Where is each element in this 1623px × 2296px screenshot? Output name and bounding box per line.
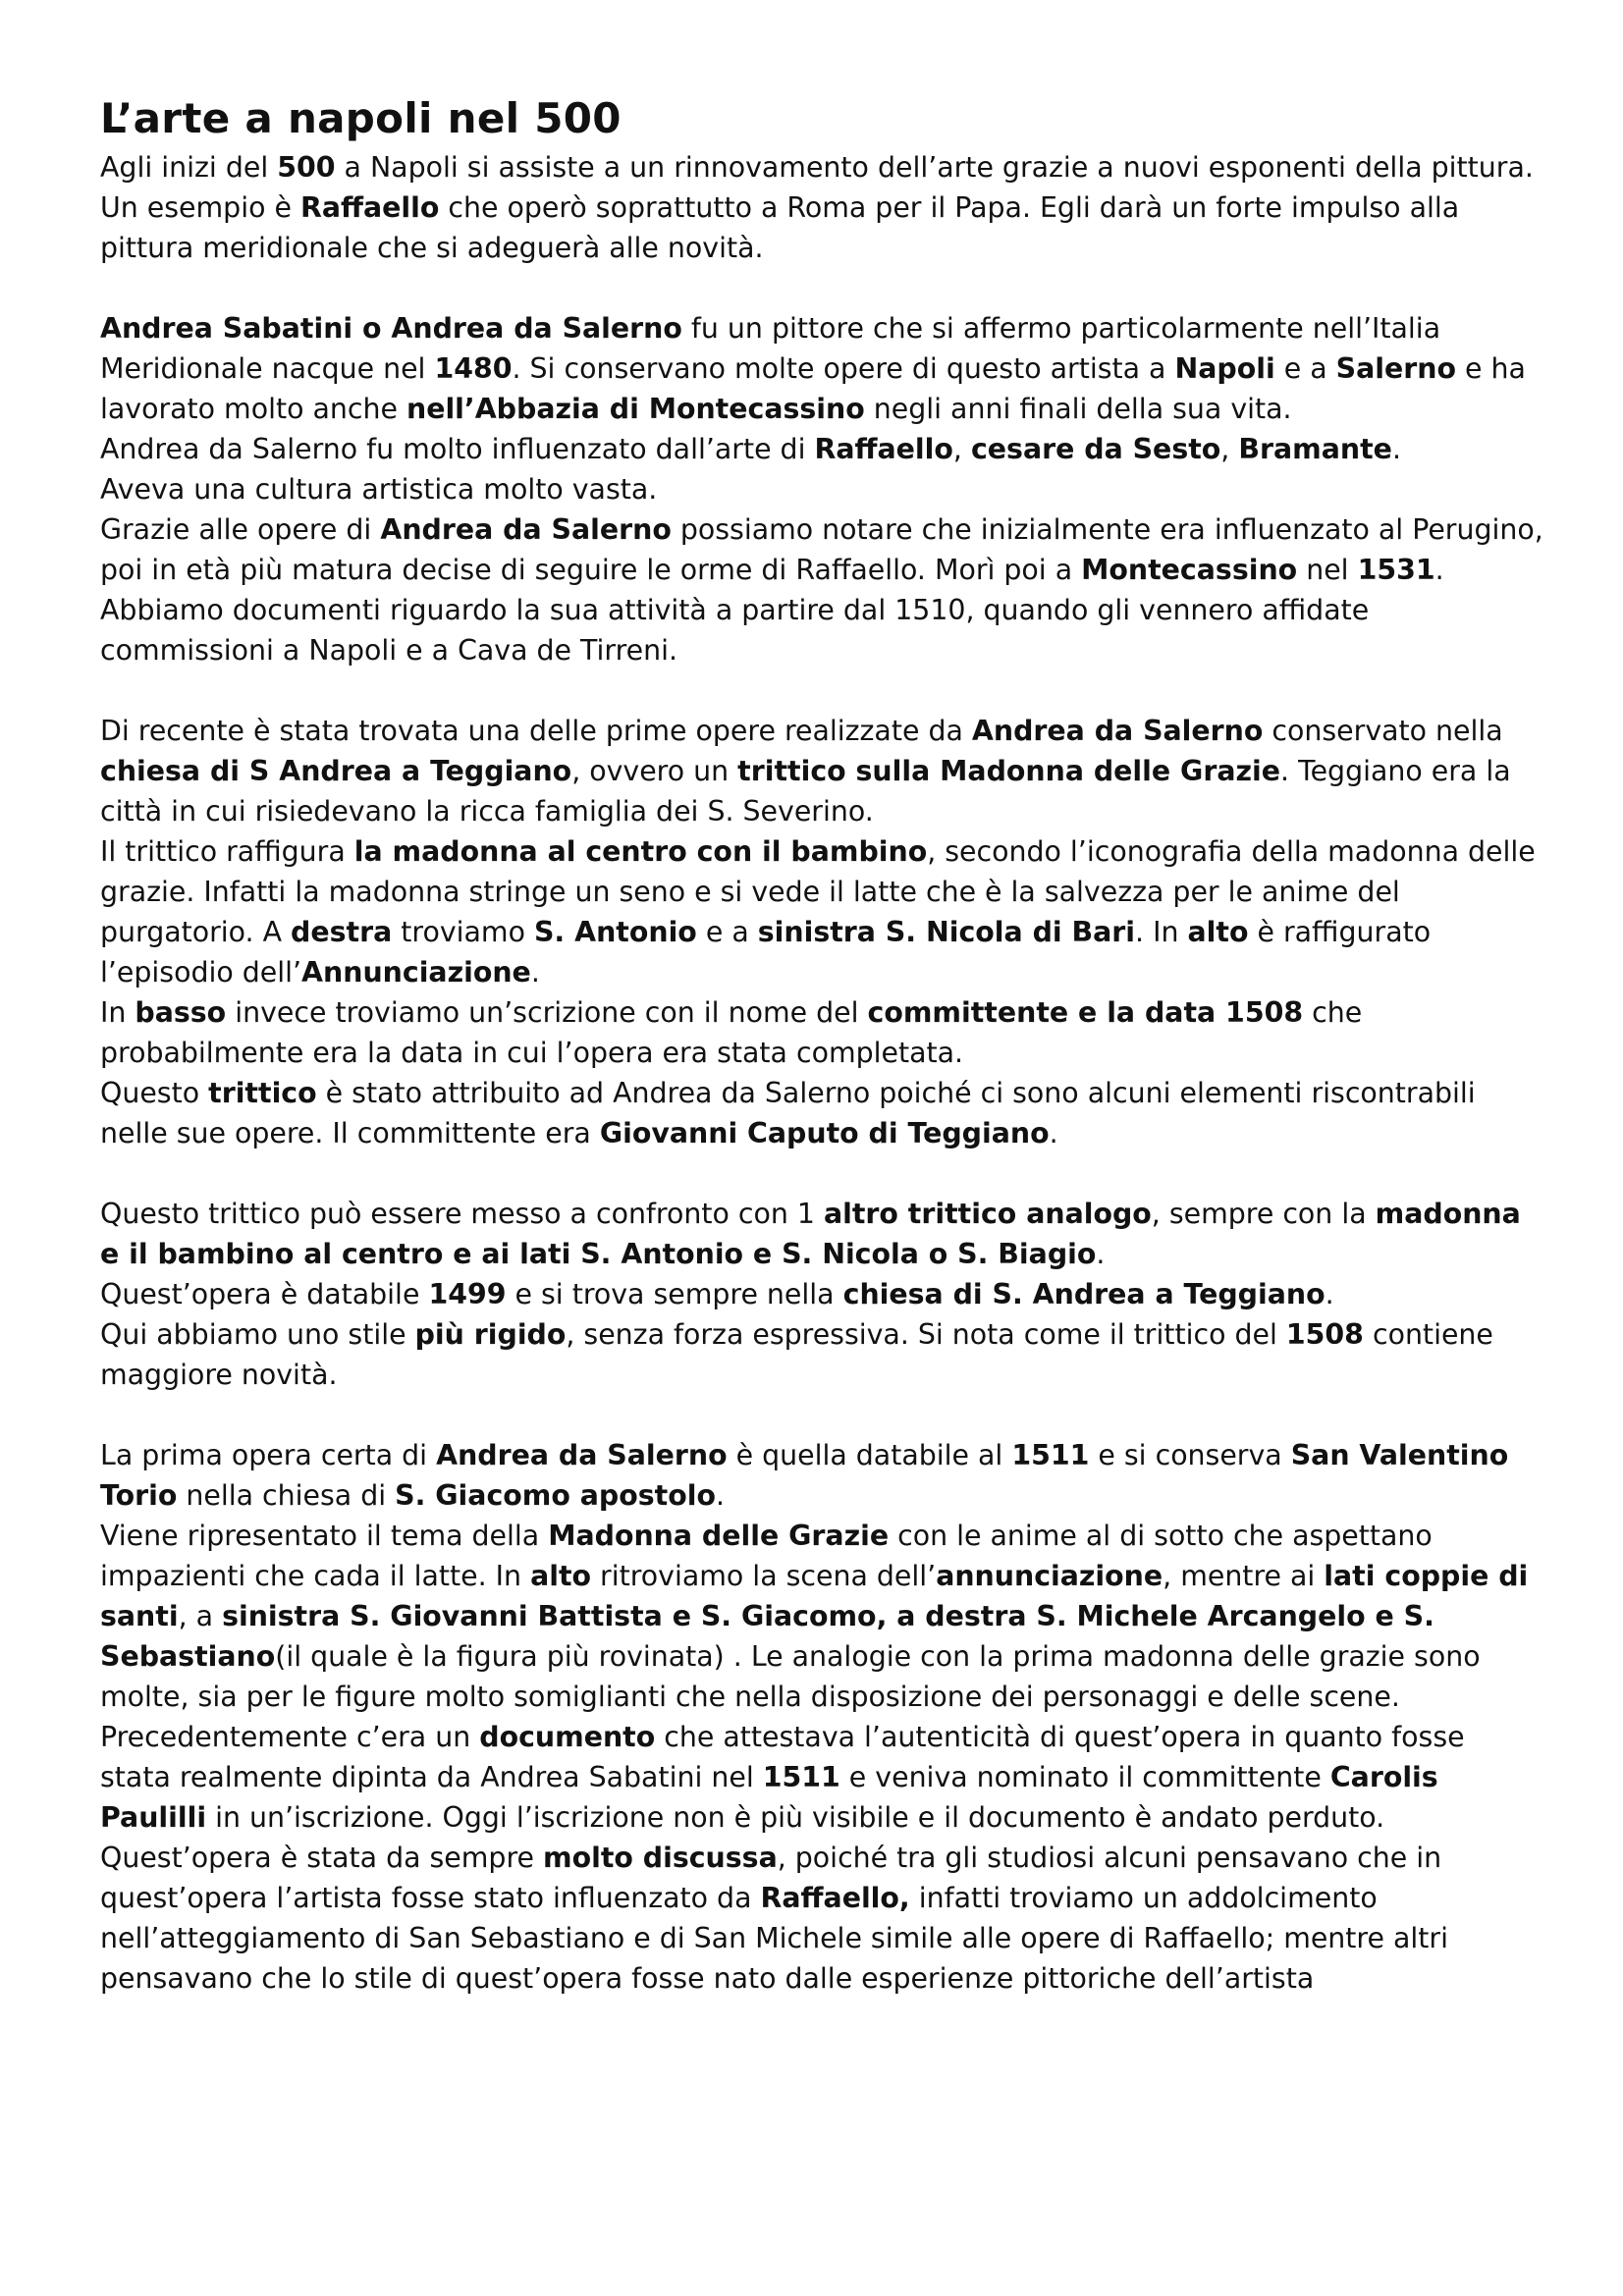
text-run: Precedentemente c’era un — [100, 1721, 480, 1753]
text-run: Viene ripresentato il tema della — [100, 1520, 549, 1552]
bold-text: 1480 — [434, 352, 513, 385]
bold-text: alto — [1187, 916, 1249, 948]
text-run: , senza forza espressiva. Si nota come il trittico del — [566, 1318, 1286, 1351]
body-paragraph — [100, 1838, 1543, 1999]
text-run: La prima opera certa di — [100, 1439, 437, 1471]
text-run: Un esempio è — [100, 191, 300, 224]
paragraph-gap — [100, 268, 1543, 308]
text-run: , ovvero un — [571, 755, 738, 787]
text-run: Grazie alle opere di — [100, 513, 381, 546]
body-paragraph — [100, 992, 1543, 1073]
text-run: Qui abbiamo uno stile — [100, 1318, 415, 1351]
text-run: Quest’opera è databile — [100, 1278, 429, 1310]
text-run: nella chiesa di — [177, 1479, 396, 1512]
bold-text: sinistra S. Nicola di Bari — [757, 916, 1136, 948]
document-body — [100, 147, 1543, 1999]
text-run: e si conserva — [1089, 1439, 1291, 1471]
body-paragraph — [100, 509, 1543, 590]
bold-text: la madonna al centro con il bambino — [353, 835, 928, 868]
text-run: e a — [696, 916, 758, 948]
bold-text: Carolis Paulilli — [100, 1761, 1438, 1834]
bold-text: lati coppie di santi — [100, 1560, 1529, 1632]
text-run: è raffigurato l’episodio dell’ — [100, 916, 1432, 988]
text-run: . — [715, 1479, 725, 1512]
body-paragraph — [100, 429, 1543, 469]
bold-text: Montecassino — [1081, 554, 1298, 586]
document-page — [100, 94, 1543, 1999]
text-run: Questo trittico può essere messo a confronto con 1 — [100, 1198, 824, 1230]
text-run: e ha lavorato molto anche — [100, 352, 1526, 425]
text-run: . Teggiano era la città in cui risiedevano la ricca famiglia dei S. Severino. — [100, 755, 1511, 828]
paragraph-gap — [100, 670, 1543, 711]
body-paragraph — [100, 1516, 1543, 1717]
body-paragraph — [100, 590, 1543, 670]
bold-text: annunciazione — [936, 1560, 1163, 1592]
bold-text: San Valentino Torio — [100, 1439, 1509, 1512]
text-run: nel — [1297, 554, 1358, 586]
bold-text: Andrea da Salerno — [971, 715, 1264, 747]
text-run: e a — [1274, 352, 1336, 385]
body-paragraph — [100, 469, 1543, 509]
bold-text: nell’Abbazia di Montecassino — [406, 393, 865, 425]
text-run: in un’iscrizione. Oggi l’iscrizione non è più visibile e il documento è andato perduto. — [206, 1801, 1385, 1834]
bold-text: S. Antonio — [533, 916, 697, 948]
bold-text: 1531 — [1357, 554, 1435, 586]
text-run: . — [1434, 554, 1444, 586]
text-run: (il quale è la figura più rovinata) . Le analogie con la prima madonna delle grazie sono molte, sia per le figure molto somiglianti che nella disposizione dei personaggi e delle scene. — [100, 1640, 1481, 1713]
bold-text: cesare da Sesto — [970, 433, 1221, 465]
text-run: è quella databile al — [727, 1439, 1012, 1471]
text-run: infatti troviamo un addolcimento nell’atteggiamento di San Sebastiano e di San Michele simile alle opere di Raffaello; mentre altri pensavano che lo stile di quest’opera fosse nato dalle esperienze pittoriche dell’artista — [100, 1882, 1448, 1995]
bold-text: alto — [530, 1560, 592, 1592]
document-title: L’arte a napoli nel 500 — [100, 94, 622, 142]
text-run: . — [1391, 433, 1401, 465]
text-run: ritroviamo la scena dell’ — [591, 1560, 937, 1592]
text-run: che attestava l’autenticità di quest’opera in quanto fosse stata realmente dipinta da Andrea Sabatini nel — [100, 1721, 1465, 1793]
text-run: In — [100, 996, 135, 1029]
text-run: conservato nella — [1263, 715, 1503, 747]
text-run: , poiché tra gli studiosi alcuni pensavano che in quest’opera l’artista fosse stato influenzato da — [100, 1842, 1442, 1914]
bold-text: Giovanni Caputo di Teggiano — [599, 1117, 1050, 1149]
bold-text: più rigido — [414, 1318, 567, 1351]
bold-text: 1499 — [428, 1278, 507, 1310]
text-run: troviamo — [392, 916, 534, 948]
body-paragraph — [100, 1194, 1543, 1274]
text-run: e si trova sempre nella — [506, 1278, 843, 1310]
body-paragraph — [100, 1073, 1543, 1153]
body-paragraph — [100, 831, 1543, 992]
bold-text: basso — [135, 996, 227, 1029]
paragraph-gap — [100, 1153, 1543, 1194]
text-run: con le anime al di sotto che aspettano impazienti che cada il latte. In — [100, 1520, 1433, 1592]
bold-text: S. Giacomo apostolo — [395, 1479, 716, 1512]
bold-text: committente e la data 1508 — [867, 996, 1304, 1029]
bold-text: Raffaello, — [760, 1882, 910, 1914]
body-paragraph — [100, 711, 1543, 831]
bold-text: altro trittico analogo — [823, 1198, 1152, 1230]
text-run: è stato attribuito ad Andrea da Salerno poiché ci sono alcuni elementi riscontrabili nelle sue opere. Il committente era — [100, 1077, 1476, 1149]
text-run: fu un pittore che si affermo particolarmente nell’Italia Meridionale nacque nel — [100, 312, 1441, 385]
bold-text: 1511 — [762, 1761, 840, 1793]
bold-text: 1508 — [1285, 1318, 1364, 1351]
text-run: che probabilmente era la data in cui l’opera era stata completata. — [100, 996, 1363, 1069]
bold-text: documento — [479, 1721, 656, 1753]
text-run: . — [1325, 1278, 1334, 1310]
text-run: Aveva una cultura artistica molto vasta. — [100, 473, 658, 506]
body-paragraph — [100, 1314, 1543, 1395]
text-run: . — [1049, 1117, 1058, 1149]
text-run: Andrea da Salerno fu molto influenzato dall’arte di — [100, 433, 815, 465]
text-run: Agli inizi del — [100, 151, 278, 184]
text-run: che operò soprattutto a Roma per il Papa. Egli darà un forte impulso alla pittura meridionale che si adeguerà alle novità. — [100, 191, 1460, 264]
text-run: . In — [1135, 916, 1188, 948]
text-run: Questo — [100, 1077, 209, 1109]
bold-text: Raffaello — [299, 191, 440, 224]
bold-text: Andrea Sabatini o Andrea da Salerno — [100, 312, 682, 345]
text-run: contiene maggiore novità. — [100, 1318, 1493, 1391]
body-paragraph — [100, 1435, 1543, 1516]
paragraph-gap — [100, 1395, 1543, 1435]
text-run: . Si conservano molte opere di questo artista a — [512, 352, 1175, 385]
text-run: e veniva nominato il committente — [839, 1761, 1330, 1793]
text-run: negli anni finali della sua vita. — [864, 393, 1292, 425]
bold-text: Madonna delle Grazie — [548, 1520, 890, 1552]
body-paragraph — [100, 1717, 1543, 1838]
bold-text: Napoli — [1174, 352, 1275, 385]
bold-text: chiesa di S Andrea a Teggiano — [100, 755, 572, 787]
text-run: , — [952, 433, 971, 465]
text-run: Quest’opera è stata da sempre — [100, 1842, 543, 1874]
bold-text: madonna e il bambino al centro e ai lati S. Antonio e S. Nicola o S. Biagio — [100, 1198, 1521, 1270]
bold-text: Salerno — [1335, 352, 1456, 385]
body-paragraph — [100, 308, 1543, 429]
body-paragraph — [100, 147, 1543, 187]
bold-text: chiesa di S. Andrea a Teggiano — [842, 1278, 1325, 1310]
bold-text: trittico — [208, 1077, 317, 1109]
text-run: , a — [178, 1600, 223, 1632]
bold-text: sinistra S. Giovanni Battista e S. Giacomo, a destra S. Michele Arcangelo e S. Sebastiano — [100, 1600, 1434, 1673]
text-run: . — [530, 956, 540, 988]
text-run: invece troviamo un’scrizione con il nome del — [226, 996, 868, 1029]
text-run: Di recente è stata trovata una delle prime opere realizzate da — [100, 715, 972, 747]
text-run: Abbiamo documenti riguardo la sua attività a partire dal 1510, quando gli vennero affidate commissioni a Napoli e a Cava de Tirreni. — [100, 594, 1370, 667]
text-run: . — [1096, 1238, 1106, 1270]
bold-text: 500 — [277, 151, 336, 184]
bold-text: 1511 — [1011, 1439, 1090, 1471]
bold-text: Andrea da Salerno — [380, 513, 672, 546]
text-run: possiamo notare che inizialmente era influenzato al Perugino, poi in età più matura decise di seguire le orme di Raffaello. Morì poi a — [100, 513, 1543, 586]
body-paragraph — [100, 1274, 1543, 1314]
bold-text: molto discussa — [543, 1842, 778, 1874]
bold-text: Annunciazione — [301, 956, 531, 988]
text-run: , sempre con la — [1151, 1198, 1376, 1230]
body-paragraph — [100, 187, 1543, 268]
text-run: , secondo l’iconografia della madonna delle grazie. Infatti la madonna stringe un seno e si vede il latte che è la salvezza per le anime del purgatorio. A — [100, 835, 1536, 948]
bold-text: Andrea da Salerno — [436, 1439, 728, 1471]
bold-text: Raffaello — [814, 433, 953, 465]
bold-text: trittico sulla Madonna delle Grazie — [737, 755, 1281, 787]
text-run: , — [1220, 433, 1239, 465]
bold-text: destra — [291, 916, 393, 948]
text-run: Il trittico raffigura — [100, 835, 354, 868]
text-run: a Napoli si assiste a un rinnovamento dell’arte grazie a nuovi esponenti della pittura. — [335, 151, 1534, 184]
text-run: , mentre ai — [1163, 1560, 1325, 1592]
bold-text: Bramante — [1238, 433, 1392, 465]
